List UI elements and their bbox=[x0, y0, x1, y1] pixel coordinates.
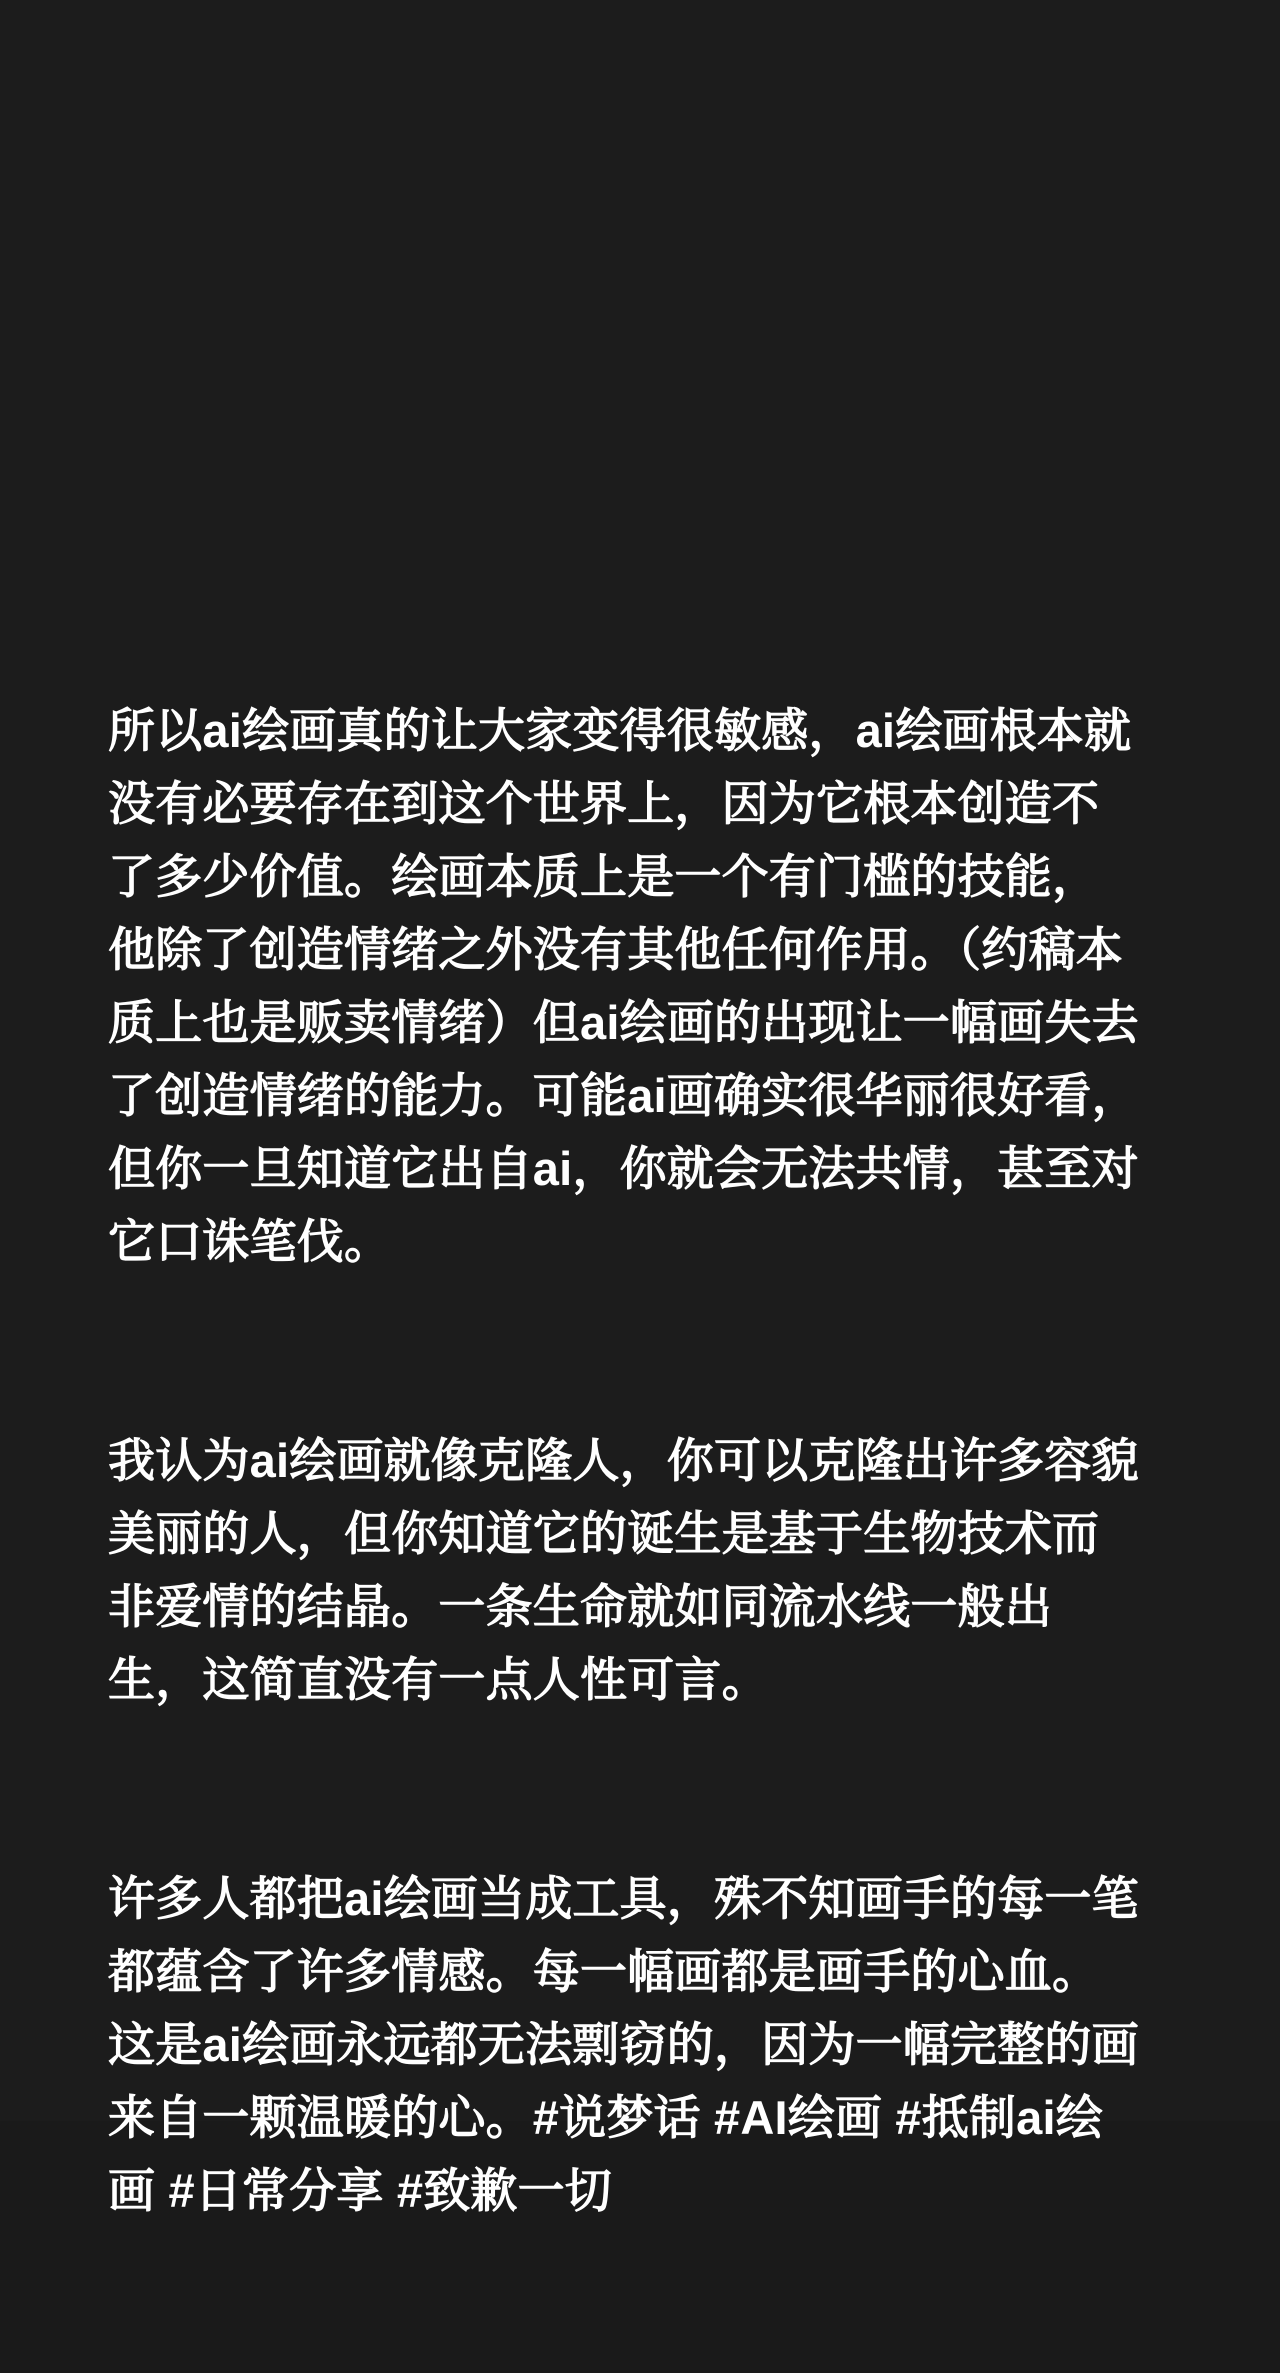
post-paragraph-2: 我认为ai绘画就像克隆人，你可以克隆出许多容貌美丽的人，但你知道它的诞生是基于生物技术而非爱情的结晶。一条生命就如同流水线一般出生，这简直没有一点人性可言。 bbox=[108, 1434, 1139, 1706]
post-paragraph-3: 许多人都把ai绘画当成工具，殊不知画手的每一笔都蕴含了许多情感。每一幅画都是画手的心血。这是ai绘画永远都无法剽窃的，因为一幅完整的画来自一颗温暖的心。#说梦话 #AI绘画 #抵制ai绘画 #日常分享 #致歉一切 bbox=[108, 1872, 1139, 2217]
post-paragraph-1: 所以ai绘画真的让大家变得很敏感，ai绘画根本就没有必要存在到这个世界上，因为它根本创造不了多少价值。绘画本质上是一个有门槛的技能，他除了创造情绪之外没有其他任何作用。（约稿本质上也是贩卖情绪）但ai绘画的出现让一幅画失去了创造情绪的能力。可能ai画确实很华丽很好看，但你一旦知道它出自ai，你就会无法共情，甚至对它口诛笔伐。 bbox=[108, 704, 1139, 1268]
post-body bbox=[108, 548, 1146, 2373]
